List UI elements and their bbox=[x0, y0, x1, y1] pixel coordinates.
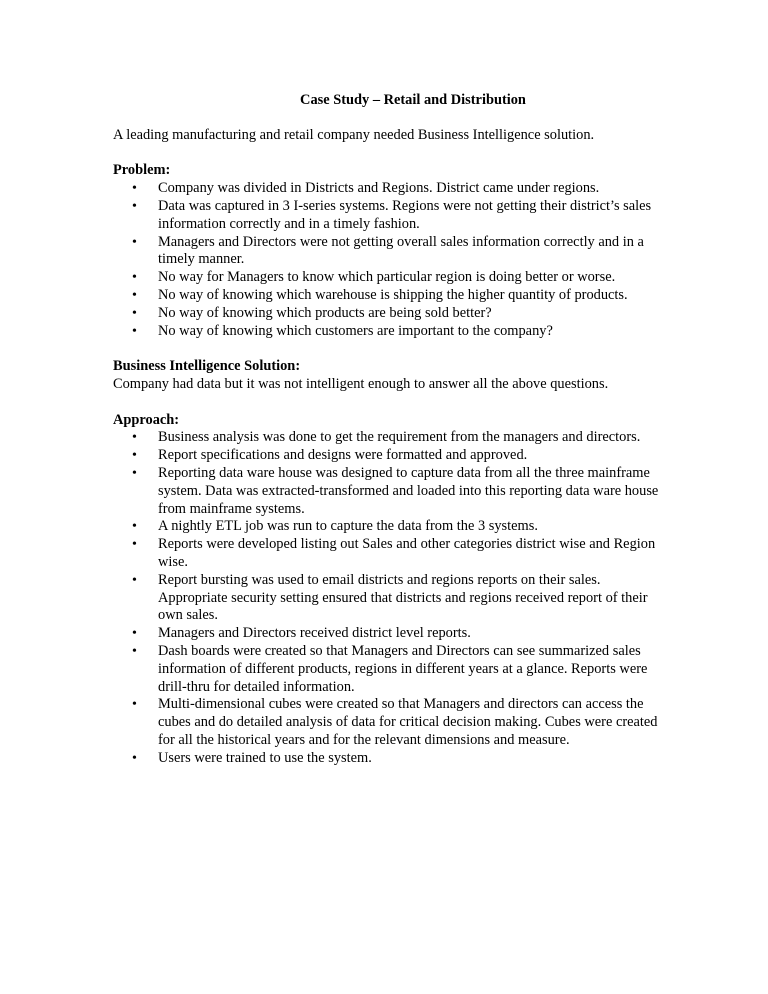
list-item bbox=[113, 447, 668, 465]
list-item-text: Business analysis was done to get the requirement from the managers and directors. bbox=[158, 429, 641, 446]
list-item-text: Company was divided in Districts and Regions. District came under regions. bbox=[158, 180, 600, 197]
bullet-icon: • bbox=[132, 448, 137, 464]
list-item bbox=[113, 429, 668, 447]
list-item-text: No way of knowing which customers are important to the company? bbox=[158, 322, 553, 339]
bullet-icon: • bbox=[132, 181, 137, 197]
bullet-icon: • bbox=[132, 643, 137, 659]
problem-list bbox=[113, 180, 668, 340]
bullet-icon: • bbox=[132, 750, 137, 766]
list-item bbox=[113, 572, 668, 625]
bullet-icon: • bbox=[132, 270, 137, 286]
bullet-icon: • bbox=[132, 465, 137, 481]
list-item bbox=[113, 518, 668, 536]
bullet-icon: • bbox=[132, 572, 137, 588]
bullet-icon: • bbox=[132, 626, 137, 642]
list-item bbox=[113, 536, 668, 572]
problem-heading: Problem: bbox=[113, 162, 171, 179]
approach-list bbox=[113, 429, 668, 767]
bullet-icon: • bbox=[132, 519, 137, 535]
intro-paragraph: A leading manufacturing and retail company needed Business Intelligence solution. bbox=[113, 126, 595, 143]
list-item-text: No way for Managers to know which particular region is doing better or worse. bbox=[158, 269, 616, 286]
list-item bbox=[113, 696, 668, 749]
list-item bbox=[113, 305, 668, 323]
list-item bbox=[113, 465, 668, 518]
list-item-text: Dash boards were created so that Managers and Directors can see summarized sales information of different products, regions in different years at a glance. Reports were drill-thru for detailed information. bbox=[158, 642, 648, 695]
list-item-text: Managers and Directors were not getting overall sales information correctly and in a timely manner. bbox=[158, 233, 644, 268]
list-item-text: Reports were developed listing out Sales and other categories district wise and Region wise. bbox=[158, 536, 656, 570]
list-item-text: Report bursting was used to email districts and regions reports on their sales. Appropriate security setting ensured that districts and regions received report of their own sales. bbox=[158, 571, 648, 624]
solution-text: Company had data but it was not intelligent enough to answer all the above questions. bbox=[113, 375, 609, 392]
list-item-text: Multi-dimensional cubes were created so that Managers and directors can access the cubes and do detailed analysis of data for critical decision making. Cubes were created for all the historical years and for the relevant dimensions and measure. bbox=[158, 696, 658, 748]
solution-heading: Business Intelligence Solution: bbox=[113, 358, 301, 375]
bullet-icon: • bbox=[132, 198, 137, 214]
list-item bbox=[113, 323, 668, 341]
list-item-text: A nightly ETL job was run to capture the data from the 3 systems. bbox=[158, 518, 538, 535]
list-item bbox=[113, 198, 668, 234]
list-item-text: No way of knowing which products are being sold better? bbox=[158, 304, 492, 321]
bullet-icon: • bbox=[132, 537, 137, 553]
list-item bbox=[113, 750, 668, 768]
list-item-text: Reporting data ware house was designed to capture data from all the three mainframe system. Data was extracted-transformed and loaded into this reporting data ware house from mainframe systems. bbox=[158, 464, 659, 517]
list-item-text: Users were trained to use the system. bbox=[158, 749, 372, 766]
list-item-text: Report specifications and designs were formatted and approved. bbox=[158, 447, 528, 464]
bullet-icon: • bbox=[132, 697, 137, 713]
list-item-text: No way of knowing which warehouse is shipping the higher quantity of products. bbox=[158, 286, 628, 303]
bullet-icon: • bbox=[132, 430, 137, 446]
bullet-icon: • bbox=[132, 305, 137, 321]
list-item bbox=[113, 269, 668, 287]
approach-heading: Approach: bbox=[113, 411, 180, 428]
list-item bbox=[113, 625, 668, 643]
bullet-icon: • bbox=[132, 287, 137, 303]
list-item bbox=[113, 643, 668, 696]
list-item-text: Managers and Directors received district level reports. bbox=[158, 625, 471, 642]
list-item bbox=[113, 180, 668, 198]
bullet-icon: • bbox=[132, 234, 137, 250]
document-title: Case Study – Retail and Distribution bbox=[300, 92, 526, 108]
list-item-text: Data was captured in 3 I-series systems. Regions were not getting their district’s sales information correctly and in a timely fashion. bbox=[158, 197, 652, 232]
list-item bbox=[113, 287, 668, 305]
list-item bbox=[113, 234, 668, 270]
bullet-icon: • bbox=[132, 323, 137, 339]
